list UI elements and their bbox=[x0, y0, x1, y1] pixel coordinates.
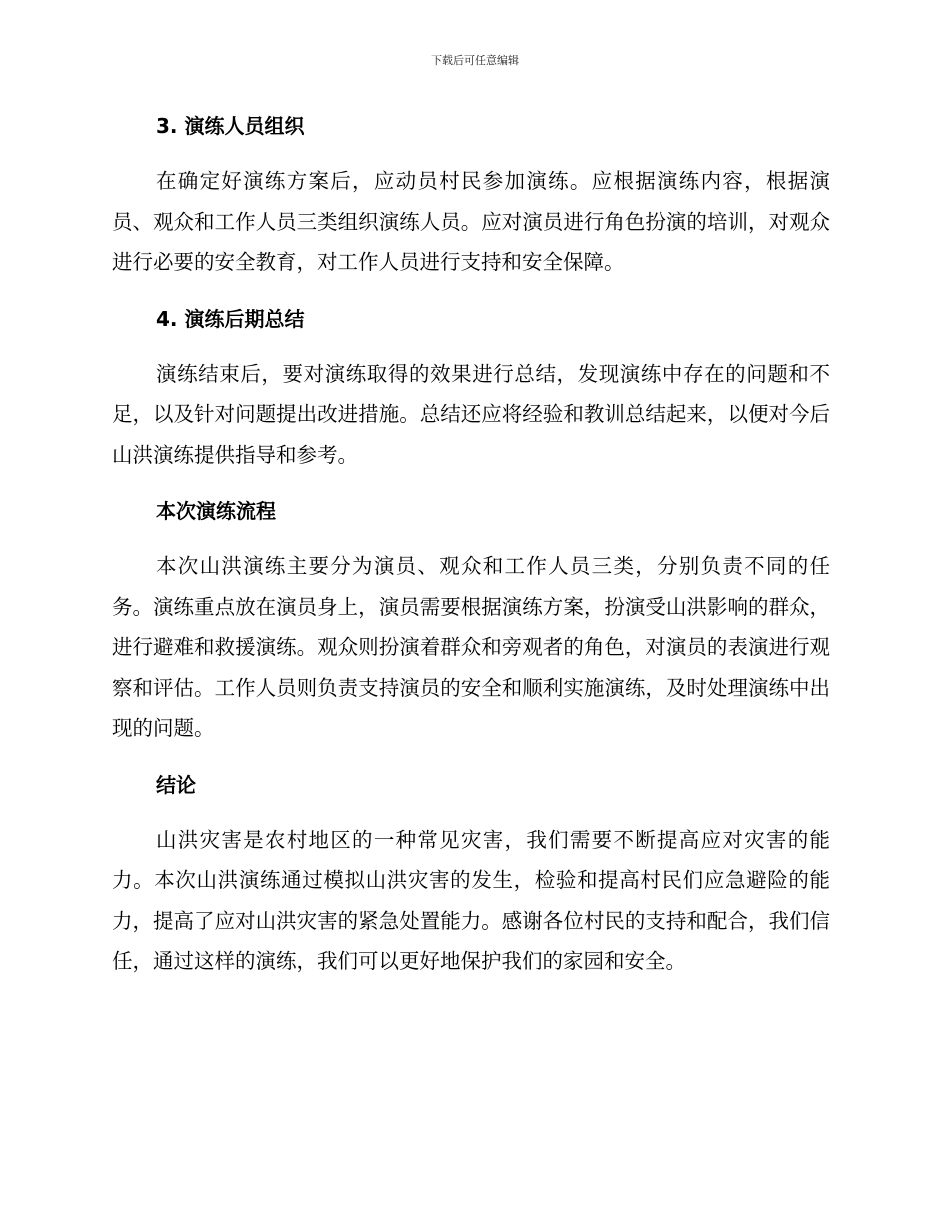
page-header-note: 下载后可任意编辑 bbox=[431, 54, 519, 67]
section-paragraph: 演练结束后，要对演练取得的效果进行总结，发现演练中存在的问题和不足，以及针对问题提出改进措施。总结还应将经验和教训总结起来，以便对今后山洪演练提供指导和参考。 bbox=[112, 361, 830, 467]
section-heading: 4. 演练后期总结 bbox=[156, 306, 305, 331]
section-heading: 本次演练流程 bbox=[156, 499, 276, 523]
section-post-drill-summary bbox=[112, 299, 830, 492]
document-body bbox=[112, 106, 830, 982]
section-personnel-organization bbox=[112, 106, 830, 299]
section-paragraph: 在确定好演练方案后，应动员村民参加演练。应根据演练内容，根据演员、观众和工作人员三类组织演练人员。应对演员进行角色扮演的培训，对观众进行必要的安全教育，对工作人员进行支持和安全保障。 bbox=[112, 169, 830, 274]
section-conclusion bbox=[112, 765, 830, 982]
section-drill-process bbox=[112, 491, 830, 765]
section-paragraph: 本次山洪演练主要分为演员、观众和工作人员三类，分别负责不同的任务。演练重点放在演员身上，演员需要根据演练方案，扮演受山洪影响的群众，进行避难和救援演练。观众则扮演着群众和旁观者的角色，对演员的表演进行观察和评估。工作人员则负责支持演员的安全和顺利实施演练，及时处理演练中出现的问题。 bbox=[112, 554, 830, 740]
section-heading: 结论 bbox=[156, 772, 196, 797]
section-heading: 3. 演练人员组织 bbox=[156, 114, 305, 138]
section-paragraph: 山洪灾害是农村地区的一种常见灾害，我们需要不断提高应对灾害的能力。本次山洪演练通过模拟山洪灾害的发生，检验和提高村民们应急避险的能力，提高了应对山洪灾害的紧急处置能力。感谢各位村民的支持和配合，我们信任，通过这样的演练，我们可以更好地保护我们的家园和安全。 bbox=[112, 827, 830, 973]
